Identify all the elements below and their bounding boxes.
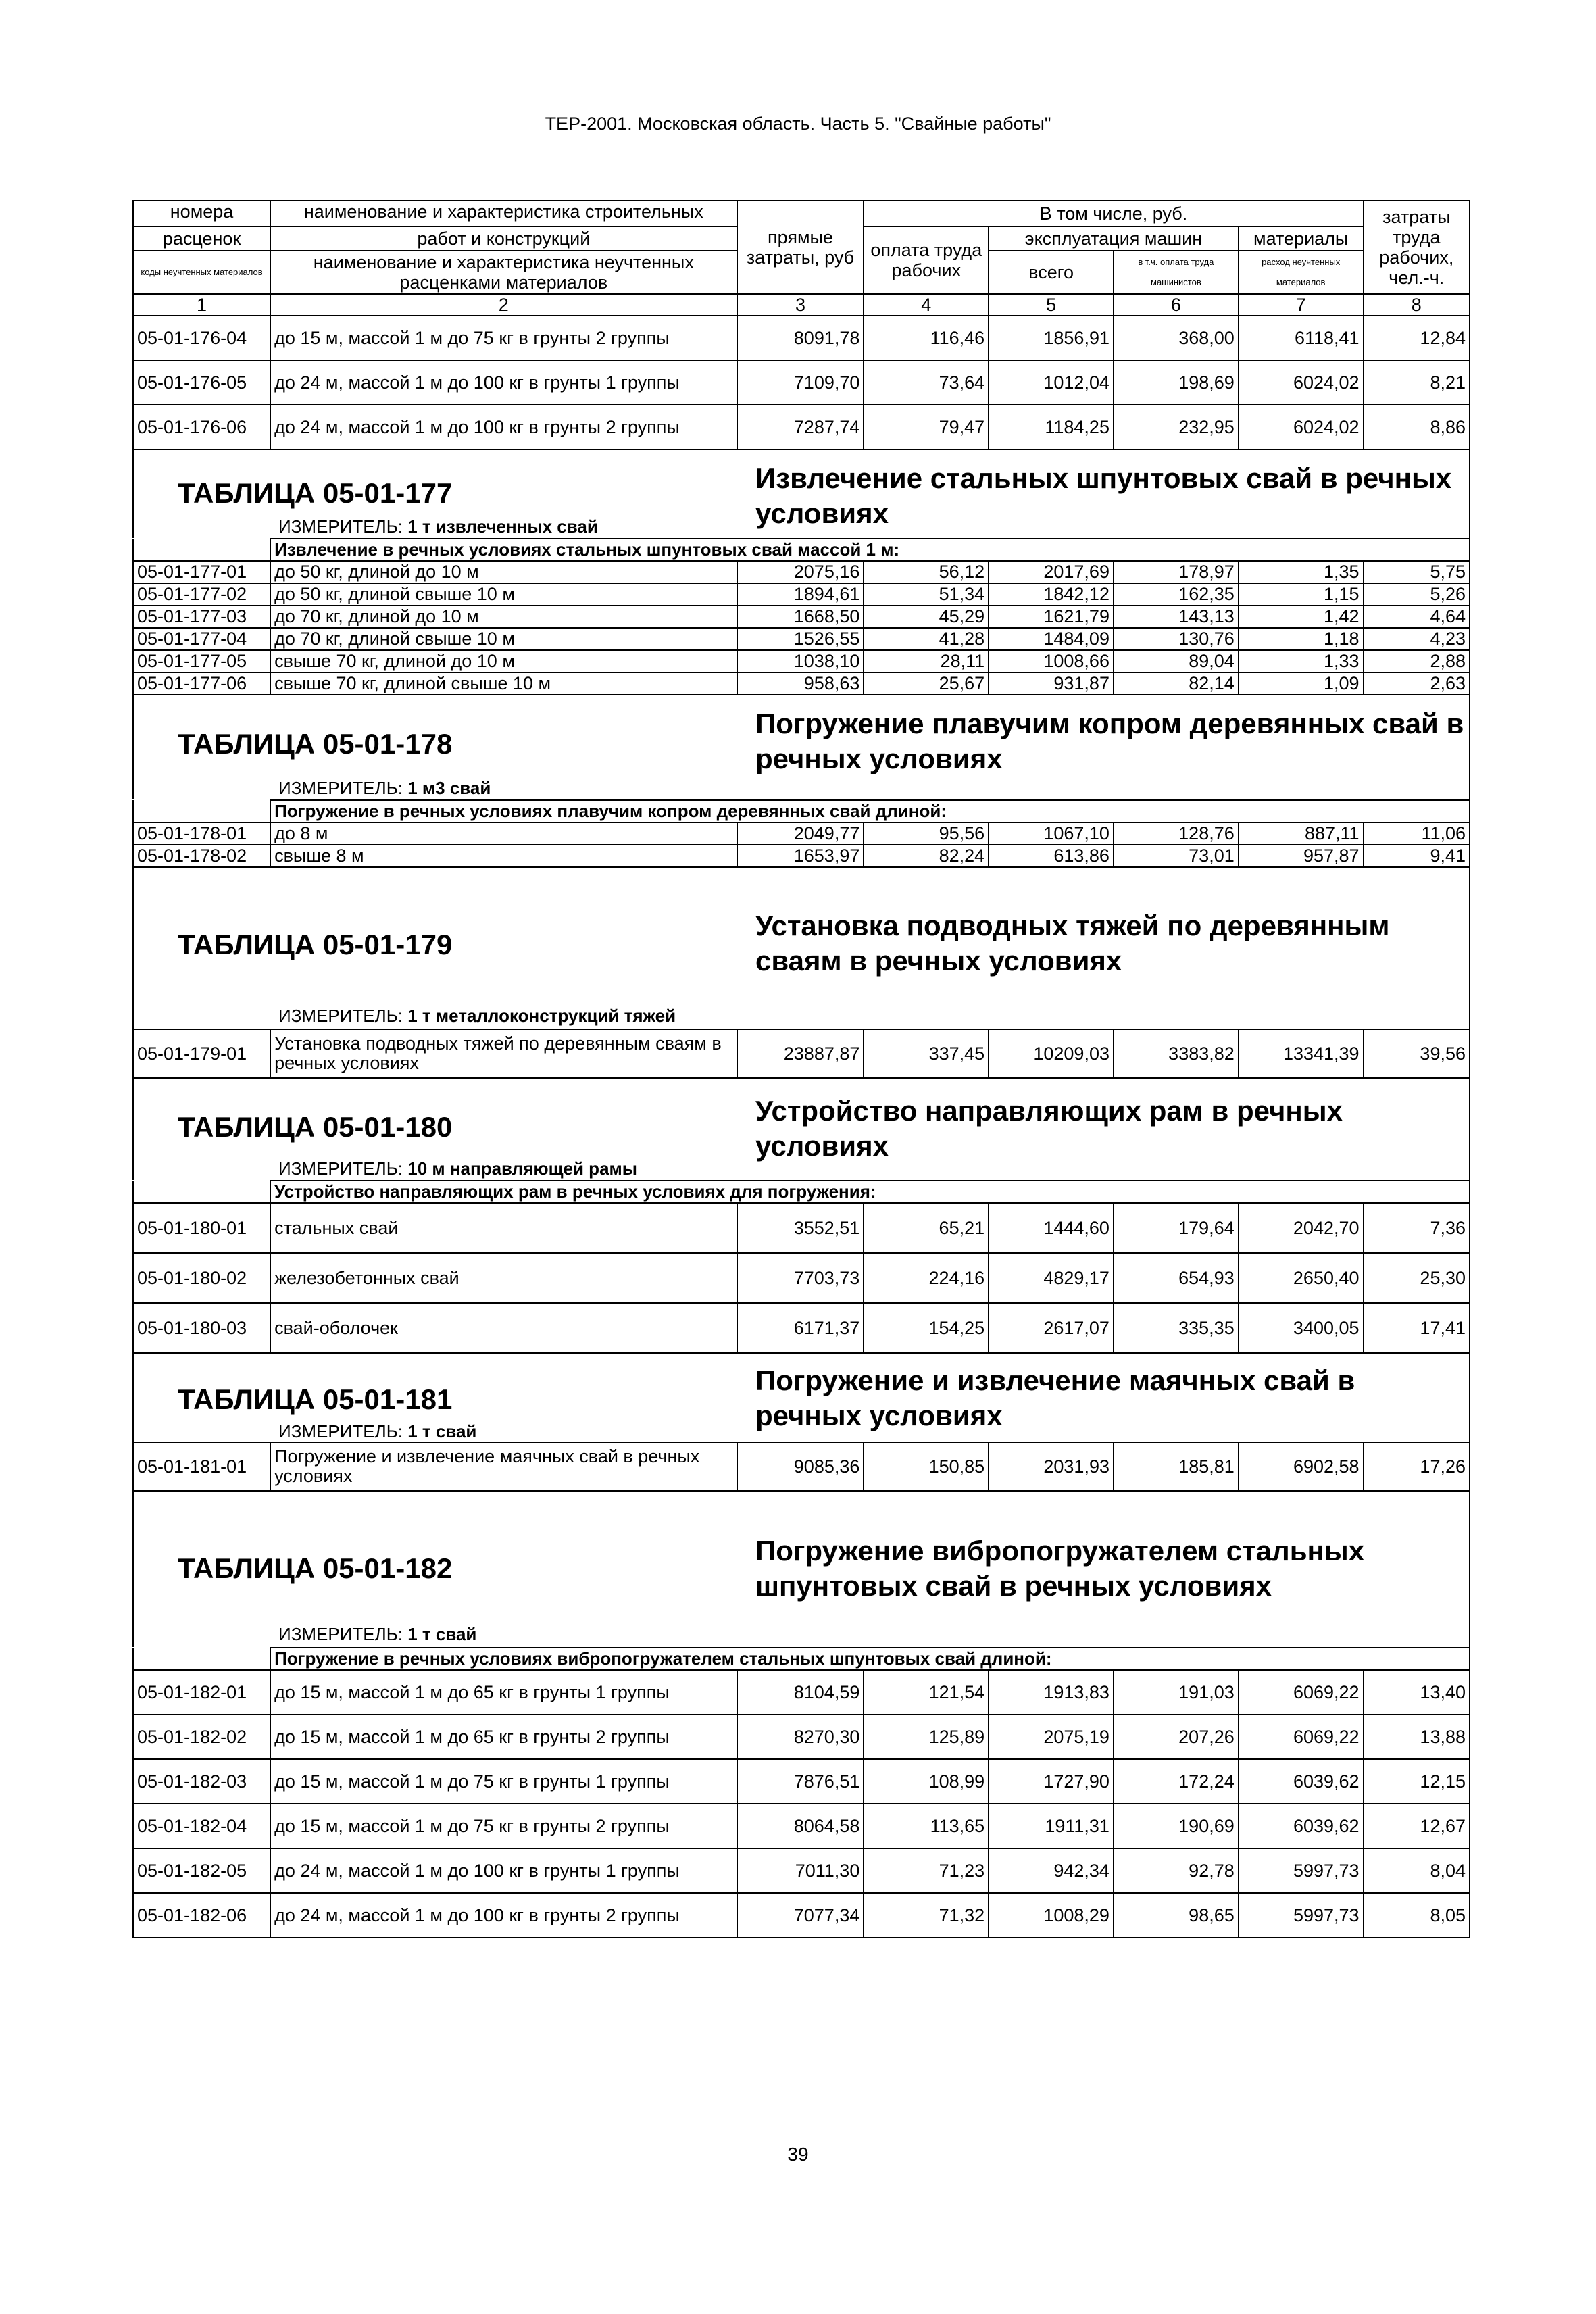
row-labor-pay: 337,45 xyxy=(864,1029,989,1078)
row-description: до 15 м, массой 1 м до 75 кг в грунты 2 группы xyxy=(270,1804,737,1848)
row-code: 05-01-180-03 xyxy=(133,1303,270,1353)
row-machines-total: 2031,93 xyxy=(989,1442,1114,1491)
row-description: до 15 м, массой 1 м до 65 кг в грунты 2 группы xyxy=(270,1715,737,1759)
row-materials: 957,87 xyxy=(1239,845,1364,867)
row-labor-pay: 224,16 xyxy=(864,1253,989,1303)
row-direct-costs: 1526,55 xyxy=(737,628,864,650)
row-direct-costs: 1653,97 xyxy=(737,845,864,867)
row-labor-hours: 5,75 xyxy=(1364,561,1470,583)
row-code: 05-01-177-01 xyxy=(133,561,270,583)
row-materials: 6039,62 xyxy=(1239,1804,1364,1848)
table-177-title: Извлечение стальных шпунтовых свай в речных условиях xyxy=(755,462,1452,529)
row-code: 05-01-176-05 xyxy=(133,360,270,405)
row-direct-costs: 7703,73 xyxy=(737,1253,864,1303)
table-row xyxy=(133,628,1470,650)
row-code: 05-01-181-01 xyxy=(133,1442,270,1491)
row-machines-total: 2617,07 xyxy=(989,1303,1114,1353)
row-direct-costs: 8270,30 xyxy=(737,1715,864,1759)
rows-181 xyxy=(133,1442,1470,1491)
row-machinist-pay: 162,35 xyxy=(1114,583,1239,606)
row-labor-hours: 2,88 xyxy=(1364,650,1470,672)
row-description: свай-оболочек xyxy=(270,1303,737,1353)
row-machines-total: 1484,09 xyxy=(989,628,1114,650)
hdr-direct: прямые затраты, руб xyxy=(737,201,864,294)
row-machines-total: 942,34 xyxy=(989,1848,1114,1893)
row-description: стальных свай xyxy=(270,1203,737,1253)
row-code: 05-01-180-01 xyxy=(133,1203,270,1253)
row-materials: 1,42 xyxy=(1239,606,1364,628)
table-181-grid xyxy=(132,1442,1470,1492)
hdr-desc: наименование и характеристика строительных xyxy=(270,201,737,226)
row-machinist-pay: 185,81 xyxy=(1114,1442,1239,1491)
row-description: до 24 м, массой 1 м до 100 кг в грунты 2 группы xyxy=(270,405,737,449)
row-labor-hours: 17,26 xyxy=(1364,1442,1470,1491)
row-machinist-pay: 172,24 xyxy=(1114,1759,1239,1804)
row-description: до 15 м, массой 1 м до 75 кг в грунты 1 группы xyxy=(270,1759,737,1804)
row-machines-total: 1913,83 xyxy=(989,1670,1114,1715)
table-row xyxy=(133,1029,1470,1078)
row-code: 05-01-182-01 xyxy=(133,1670,270,1715)
row-labor-hours: 4,64 xyxy=(1364,606,1470,628)
row-code: 05-01-177-05 xyxy=(133,650,270,672)
rows-176 xyxy=(133,316,1470,449)
row-materials: 2042,70 xyxy=(1239,1203,1364,1253)
table-179-title: Установка подводных тяжей по деревянным сваям в речных условиях xyxy=(755,910,1390,977)
table-182 xyxy=(132,1492,1470,1647)
table-178 xyxy=(132,695,1470,799)
table-row xyxy=(133,606,1470,628)
row-direct-costs: 7287,74 xyxy=(737,405,864,449)
row-description: до 8 м xyxy=(270,822,737,845)
row-direct-costs: 3552,51 xyxy=(737,1203,864,1253)
row-code: 05-01-176-04 xyxy=(133,316,270,360)
row-labor-pay: 73,64 xyxy=(864,360,989,405)
row-labor-pay: 71,23 xyxy=(864,1848,989,1893)
table-180-title: Устройство направляющих рам в речных условиях xyxy=(755,1095,1343,1162)
row-machines-total: 10209,03 xyxy=(989,1029,1114,1078)
row-code: 05-01-177-04 xyxy=(133,628,270,650)
hdr-machines-total: всего xyxy=(989,251,1114,294)
row-machines-total: 1842,12 xyxy=(989,583,1114,606)
row-materials: 6039,62 xyxy=(1239,1759,1364,1804)
table-182-grid xyxy=(132,1647,1470,1938)
row-labor-pay: 82,24 xyxy=(864,845,989,867)
row-direct-costs: 7077,34 xyxy=(737,1893,864,1938)
row-machinist-pay: 92,78 xyxy=(1114,1848,1239,1893)
row-labor-hours: 7,36 xyxy=(1364,1203,1470,1253)
page-title: ТЕР-2001. Московская область. Часть 5. "Свайные работы" xyxy=(545,114,1051,134)
row-labor-hours: 11,06 xyxy=(1364,822,1470,845)
table-178-meter: ИЗМЕРИТЕЛЬ: 1 м3 свай xyxy=(278,778,491,798)
hdr-materials: материалы xyxy=(1239,226,1364,251)
row-machinist-pay: 73,01 xyxy=(1114,845,1239,867)
table-181 xyxy=(132,1354,1470,1442)
row-labor-pay: 28,11 xyxy=(864,650,989,672)
hdr-materials-sub: расход неучтенных материалов xyxy=(1239,251,1364,294)
row-code: 05-01-177-03 xyxy=(133,606,270,628)
table-180 xyxy=(132,1079,1470,1180)
row-code: 05-01-180-02 xyxy=(133,1253,270,1303)
rows-180 xyxy=(133,1203,1470,1353)
table-row xyxy=(133,1804,1470,1848)
table-179-id: ТАБЛИЦА 05-01-179 xyxy=(178,929,453,960)
page-number: 39 xyxy=(787,2144,809,2165)
table-row xyxy=(133,1759,1470,1804)
row-code: 05-01-176-06 xyxy=(133,405,270,449)
row-materials: 6069,22 xyxy=(1239,1670,1364,1715)
table-row xyxy=(133,672,1470,695)
table-182-title: Погружение вибропогружателем стальных шпунтовых свай в речных условиях xyxy=(755,1535,1365,1602)
row-description: до 70 кг, длиной свыше 10 м xyxy=(270,628,737,650)
hdr-num-7: 7 xyxy=(1239,294,1364,316)
row-code: 05-01-177-06 xyxy=(133,672,270,695)
table-181-meter: ИЗМЕРИТЕЛЬ: 1 т свай xyxy=(278,1421,477,1442)
row-materials: 13341,39 xyxy=(1239,1029,1364,1078)
row-machinist-pay: 198,69 xyxy=(1114,360,1239,405)
row-code: 05-01-178-01 xyxy=(133,822,270,845)
table-177-sub: Извлечение в речных условиях стальных шпунтовых свай массой 1 м: xyxy=(270,539,1470,561)
rows-179 xyxy=(133,1029,1470,1078)
row-labor-hours: 13,40 xyxy=(1364,1670,1470,1715)
row-labor-pay: 41,28 xyxy=(864,628,989,650)
table-row xyxy=(133,1670,1470,1715)
row-machinist-pay: 3383,82 xyxy=(1114,1029,1239,1078)
row-labor-hours: 5,26 xyxy=(1364,583,1470,606)
row-description: до 70 кг, длиной до 10 м xyxy=(270,606,737,628)
table-180-meter: ИЗМЕРИТЕЛЬ: 10 м направляющей рамы xyxy=(278,1158,637,1179)
row-description: до 24 м, массой 1 м до 100 кг в грунты 1 группы xyxy=(270,360,737,405)
hdr-machines: эксплуатация машин xyxy=(989,226,1239,251)
row-machines-total: 4829,17 xyxy=(989,1253,1114,1303)
hdr-desc-2: работ и конструкций xyxy=(270,226,737,251)
table-179 xyxy=(132,868,1470,1029)
row-machines-total: 1727,90 xyxy=(989,1759,1114,1804)
table-182-meter: ИЗМЕРИТЕЛЬ: 1 т свай xyxy=(278,1624,477,1644)
rows-177 xyxy=(133,561,1470,695)
row-description: до 50 кг, длиной до 10 м xyxy=(270,561,737,583)
row-labor-hours: 8,86 xyxy=(1364,405,1470,449)
table-row xyxy=(133,561,1470,583)
table-row xyxy=(133,1848,1470,1893)
row-materials: 3400,05 xyxy=(1239,1303,1364,1353)
row-code: 05-01-178-02 xyxy=(133,845,270,867)
hdr-num-5: 5 xyxy=(989,294,1114,316)
hdr-labor-pay: оплата труда рабочих xyxy=(864,226,989,294)
table-182-sub: Погружение в речных условиях вибропогружателем стальных шпунтовых свай длиной: xyxy=(270,1648,1470,1670)
row-machines-total: 1008,66 xyxy=(989,650,1114,672)
table-row xyxy=(133,360,1470,405)
hdr-machines-driver: в т.ч. оплата труда машинистов xyxy=(1114,251,1239,294)
row-code: 05-01-182-06 xyxy=(133,1893,270,1938)
hdr-desc-3: наименование и характеристика неучтенных расценками материалов xyxy=(270,251,737,294)
table-180-id: ТАБЛИЦА 05-01-180 xyxy=(178,1111,453,1143)
row-machinist-pay: 207,26 xyxy=(1114,1715,1239,1759)
hdr-code-3: коды неучтенных материалов xyxy=(133,251,270,294)
row-description: железобетонных свай xyxy=(270,1253,737,1303)
row-materials: 6069,22 xyxy=(1239,1715,1364,1759)
row-labor-pay: 113,65 xyxy=(864,1804,989,1848)
hdr-num-6: 6 xyxy=(1114,294,1239,316)
row-labor-pay: 25,67 xyxy=(864,672,989,695)
hdr-num-2: 2 xyxy=(270,294,737,316)
row-machines-total: 1621,79 xyxy=(989,606,1114,628)
row-labor-hours: 4,23 xyxy=(1364,628,1470,650)
row-machinist-pay: 143,13 xyxy=(1114,606,1239,628)
row-machines-total: 1911,31 xyxy=(989,1804,1114,1848)
row-code: 05-01-179-01 xyxy=(133,1029,270,1078)
row-labor-hours: 12,67 xyxy=(1364,1804,1470,1848)
row-labor-pay: 116,46 xyxy=(864,316,989,360)
row-labor-hours: 9,41 xyxy=(1364,845,1470,867)
row-code: 05-01-177-02 xyxy=(133,583,270,606)
row-machinist-pay: 368,00 xyxy=(1114,316,1239,360)
row-machines-total: 931,87 xyxy=(989,672,1114,695)
hdr-num-4: 4 xyxy=(864,294,989,316)
row-machinist-pay: 335,35 xyxy=(1114,1303,1239,1353)
row-description: до 24 м, массой 1 м до 100 кг в грунты 2 группы xyxy=(270,1893,737,1938)
row-machinist-pay: 128,76 xyxy=(1114,822,1239,845)
price-document xyxy=(132,200,1470,1938)
row-labor-pay: 45,29 xyxy=(864,606,989,628)
row-machinist-pay: 130,76 xyxy=(1114,628,1239,650)
row-machinist-pay: 82,14 xyxy=(1114,672,1239,695)
row-direct-costs: 2075,16 xyxy=(737,561,864,583)
hdr-incl: В том числе, руб. xyxy=(864,201,1363,226)
table-181-title: Погружение и извлечение маячных свай в речных условиях xyxy=(755,1364,1355,1431)
row-description: Установка подводных тяжей по деревянным сваям в речных условиях xyxy=(270,1029,737,1078)
row-direct-costs: 7011,30 xyxy=(737,1848,864,1893)
row-direct-costs: 1894,61 xyxy=(737,583,864,606)
row-labor-hours: 12,15 xyxy=(1364,1759,1470,1804)
row-direct-costs: 9085,36 xyxy=(737,1442,864,1491)
row-labor-pay: 154,25 xyxy=(864,1303,989,1353)
table-row xyxy=(133,1203,1470,1253)
row-machinist-pay: 654,93 xyxy=(1114,1253,1239,1303)
row-labor-hours: 8,04 xyxy=(1364,1848,1470,1893)
row-machinist-pay: 178,97 xyxy=(1114,561,1239,583)
row-description: свыше 70 кг, длиной свыше 10 м xyxy=(270,672,737,695)
table-row xyxy=(133,650,1470,672)
row-materials: 6024,02 xyxy=(1239,405,1364,449)
row-code: 05-01-182-03 xyxy=(133,1759,270,1804)
row-machinist-pay: 191,03 xyxy=(1114,1670,1239,1715)
row-labor-pay: 51,34 xyxy=(864,583,989,606)
row-machines-total: 1444,60 xyxy=(989,1203,1114,1253)
hdr-hours: затраты труда рабочих, чел.-ч. xyxy=(1364,201,1470,294)
row-machines-total: 1856,91 xyxy=(989,316,1114,360)
table-182-id: ТАБЛИЦА 05-01-182 xyxy=(178,1552,453,1584)
table-row xyxy=(133,1893,1470,1938)
row-labor-hours: 17,41 xyxy=(1364,1303,1470,1353)
table-row xyxy=(133,1253,1470,1303)
row-labor-pay: 56,12 xyxy=(864,561,989,583)
table-177-grid xyxy=(132,538,1470,695)
table-row xyxy=(133,405,1470,449)
row-description: до 50 кг, длиной свыше 10 м xyxy=(270,583,737,606)
row-machinist-pay: 232,95 xyxy=(1114,405,1239,449)
table-178-title: Погружение плавучим копром деревянных свай в речных условиях xyxy=(755,708,1464,774)
row-materials: 1,18 xyxy=(1239,628,1364,650)
row-code: 05-01-182-05 xyxy=(133,1848,270,1893)
row-labor-pay: 125,89 xyxy=(864,1715,989,1759)
row-code: 05-01-182-04 xyxy=(133,1804,270,1848)
table-178-id: ТАБЛИЦА 05-01-178 xyxy=(178,728,453,760)
row-materials: 5997,73 xyxy=(1239,1848,1364,1893)
table-178-sub: Погружение в речных условиях плавучим копром деревянных свай длиной: xyxy=(270,800,1470,822)
row-labor-pay: 95,56 xyxy=(864,822,989,845)
row-description: свыше 8 м xyxy=(270,845,737,867)
row-direct-costs: 8091,78 xyxy=(737,316,864,360)
row-machines-total: 2075,19 xyxy=(989,1715,1114,1759)
row-machines-total: 613,86 xyxy=(989,845,1114,867)
row-direct-costs: 8104,59 xyxy=(737,1670,864,1715)
row-direct-costs: 7876,51 xyxy=(737,1759,864,1804)
table-181-id: ТАБЛИЦА 05-01-181 xyxy=(178,1383,453,1415)
row-description: до 24 м, массой 1 м до 100 кг в грунты 1 группы xyxy=(270,1848,737,1893)
row-direct-costs: 6171,37 xyxy=(737,1303,864,1353)
table-179-meter: ИЗМЕРИТЕЛЬ: 1 т металлоконструкций тяжей xyxy=(278,1006,676,1026)
row-machinist-pay: 98,65 xyxy=(1114,1893,1239,1938)
table-row xyxy=(133,1715,1470,1759)
table-178-grid xyxy=(132,799,1470,868)
row-description: Погружение и извлечение маячных свай в речных условиях xyxy=(270,1442,737,1491)
row-direct-costs: 1668,50 xyxy=(737,606,864,628)
row-direct-costs: 1038,10 xyxy=(737,650,864,672)
row-direct-costs: 7109,70 xyxy=(737,360,864,405)
table-row xyxy=(133,583,1470,606)
table-row xyxy=(133,1442,1470,1491)
table-row xyxy=(133,1303,1470,1353)
row-description: до 15 м, массой 1 м до 65 кг в грунты 1 группы xyxy=(270,1670,737,1715)
table-177-id: ТАБЛИЦА 05-01-177 xyxy=(178,477,453,509)
row-labor-hours: 8,21 xyxy=(1364,360,1470,405)
row-labor-pay: 108,99 xyxy=(864,1759,989,1804)
row-machinist-pay: 190,69 xyxy=(1114,1804,1239,1848)
row-materials: 1,35 xyxy=(1239,561,1364,583)
row-direct-costs: 23887,87 xyxy=(737,1029,864,1078)
row-materials: 1,09 xyxy=(1239,672,1364,695)
row-materials: 6024,02 xyxy=(1239,360,1364,405)
table-row xyxy=(133,845,1470,867)
rows-182 xyxy=(133,1670,1470,1938)
table-177 xyxy=(132,450,1470,538)
hdr-num-1: 1 xyxy=(133,294,270,316)
row-direct-costs: 2049,77 xyxy=(737,822,864,845)
hdr-code-2: расценок xyxy=(133,226,270,251)
row-materials: 1,33 xyxy=(1239,650,1364,672)
row-materials: 6902,58 xyxy=(1239,1442,1364,1491)
row-labor-hours: 25,30 xyxy=(1364,1253,1470,1303)
row-materials: 2650,40 xyxy=(1239,1253,1364,1303)
row-materials: 1,15 xyxy=(1239,583,1364,606)
row-description: до 15 м, массой 1 м до 75 кг в грунты 2 группы xyxy=(270,316,737,360)
row-labor-hours: 12,84 xyxy=(1364,316,1470,360)
row-description: свыше 70 кг, длиной до 10 м xyxy=(270,650,737,672)
row-machinist-pay: 89,04 xyxy=(1114,650,1239,672)
row-labor-hours: 39,56 xyxy=(1364,1029,1470,1078)
row-labor-hours: 8,05 xyxy=(1364,1893,1470,1938)
rows-178 xyxy=(133,822,1470,867)
hdr-num-8: 8 xyxy=(1364,294,1470,316)
row-materials: 6118,41 xyxy=(1239,316,1364,360)
row-labor-hours: 2,63 xyxy=(1364,672,1470,695)
row-machines-total: 1012,04 xyxy=(989,360,1114,405)
row-machinist-pay: 179,64 xyxy=(1114,1203,1239,1253)
hdr-code: номера xyxy=(133,201,270,226)
hdr-num-3: 3 xyxy=(737,294,864,316)
row-machines-total: 1184,25 xyxy=(989,405,1114,449)
row-labor-hours: 13,88 xyxy=(1364,1715,1470,1759)
row-labor-pay: 150,85 xyxy=(864,1442,989,1491)
table-row xyxy=(133,316,1470,360)
row-direct-costs: 8064,58 xyxy=(737,1804,864,1848)
table-177-meter: ИЗМЕРИТЕЛЬ: 1 т извлеченных свай xyxy=(278,516,598,537)
row-machines-total: 1008,29 xyxy=(989,1893,1114,1938)
row-direct-costs: 958,63 xyxy=(737,672,864,695)
header-table xyxy=(132,200,1470,450)
row-machines-total: 1067,10 xyxy=(989,822,1114,845)
row-materials: 887,11 xyxy=(1239,822,1364,845)
row-labor-pay: 121,54 xyxy=(864,1670,989,1715)
row-machines-total: 2017,69 xyxy=(989,561,1114,583)
row-code: 05-01-182-02 xyxy=(133,1715,270,1759)
table-179-grid xyxy=(132,1029,1470,1079)
row-labor-pay: 79,47 xyxy=(864,405,989,449)
row-labor-pay: 71,32 xyxy=(864,1893,989,1938)
table-180-sub: Устройство направляющих рам в речных условиях для погружения: xyxy=(270,1181,1470,1203)
row-labor-pay: 65,21 xyxy=(864,1203,989,1253)
table-row xyxy=(133,822,1470,845)
table-180-grid xyxy=(132,1180,1470,1354)
row-materials: 5997,73 xyxy=(1239,1893,1364,1938)
